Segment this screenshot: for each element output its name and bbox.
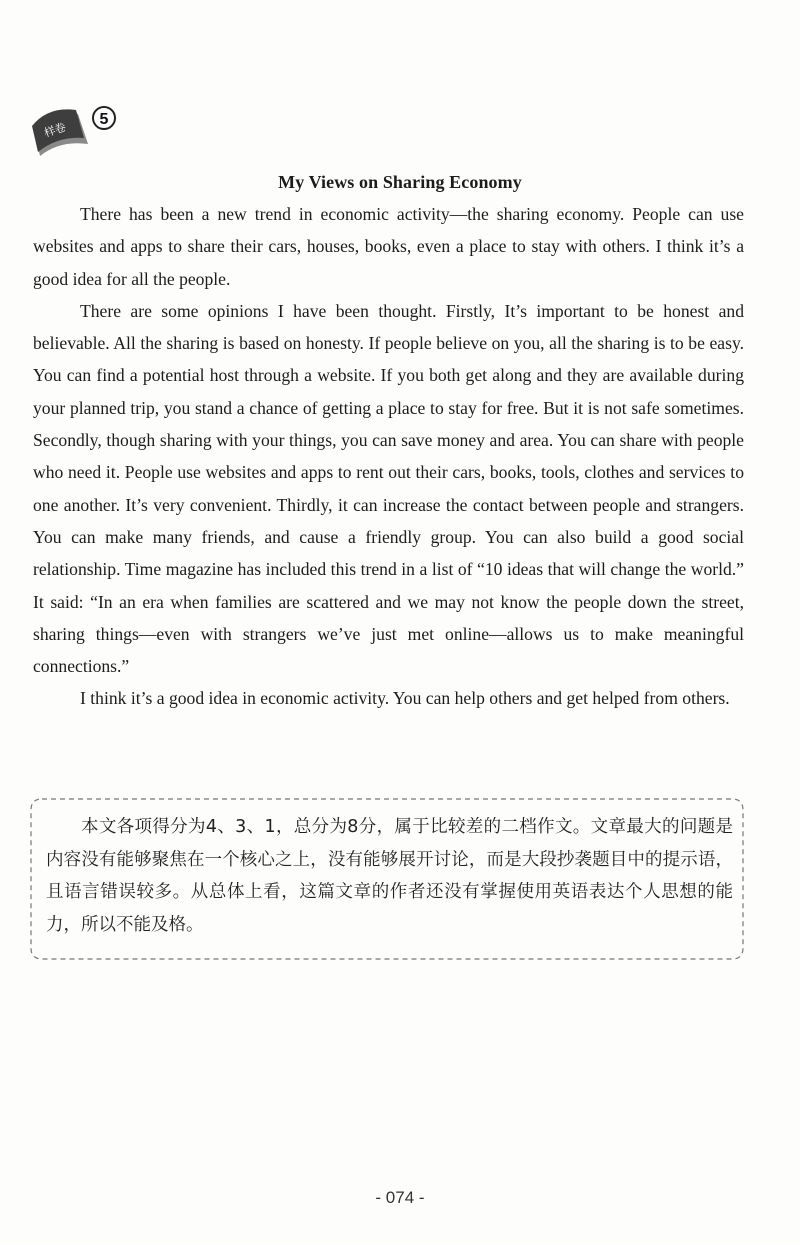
essay-title: My Views on Sharing Economy xyxy=(278,172,522,192)
essay-paragraph-3: I think it’s a good idea in economic activity. You can help others and get helped from others. xyxy=(80,688,730,709)
essay-body xyxy=(33,198,744,715)
page-number: - 074 - xyxy=(375,1188,425,1207)
essay-paragraph-1: There has been a new trend in economic activity—the sharing economy. People can use websites and apps to share their cars, houses, books, even a place to stay with others. I think it’s a good idea for all the people. xyxy=(33,204,744,289)
sample-paper-badge xyxy=(30,100,130,160)
essay-paragraph-2: There are some opinions I have been thought. Firstly, It’s important to be honest and believable. All the sharing is based on honesty. If people believe on you, all the sharing is to be easy. You can find a potential host through a website. If you both get along and they are available during your planned trip, you stand a chance of getting a place to stay for free. But it is not safe sometimes. Secondly, though sharing with your things, you can save money and area. You can share with people who need it. People use websites and apps to rent out their cars, books, tools, clothes and services to one another. It’s very convenient. Thirdly, it can increase the contact between people and strangers. You can make many friends, and cause a friendly group. You can also build a good social relationship. Time magazine has included this trend in a list of “10 ideas that will change the world.” It said: “In an era when families are scattered and we may not know the people down the street, sharing things—even with strangers we’ve just met online—allows us to make meaningful connections.” xyxy=(33,300,744,677)
badge-number: 5 xyxy=(99,111,109,128)
badge-label: 样卷 xyxy=(42,120,68,140)
comment-paragraph: 本文各项得分为4、3、1，总分为8分，属于比较差的二档作文。文章最大的问题是内容没有能够聚焦在一个核心之上，没有能够展开讨论，而是大段抄袭题目中的提示语，且语言错误较多。从总体上看，这篇文章的作者还没有掌握使用英语表达个人思想的能力，所以不能及格。 xyxy=(46,817,733,935)
badge-graphic xyxy=(30,100,130,160)
teacher-comment-box xyxy=(30,798,744,960)
teacher-comment xyxy=(46,811,733,941)
